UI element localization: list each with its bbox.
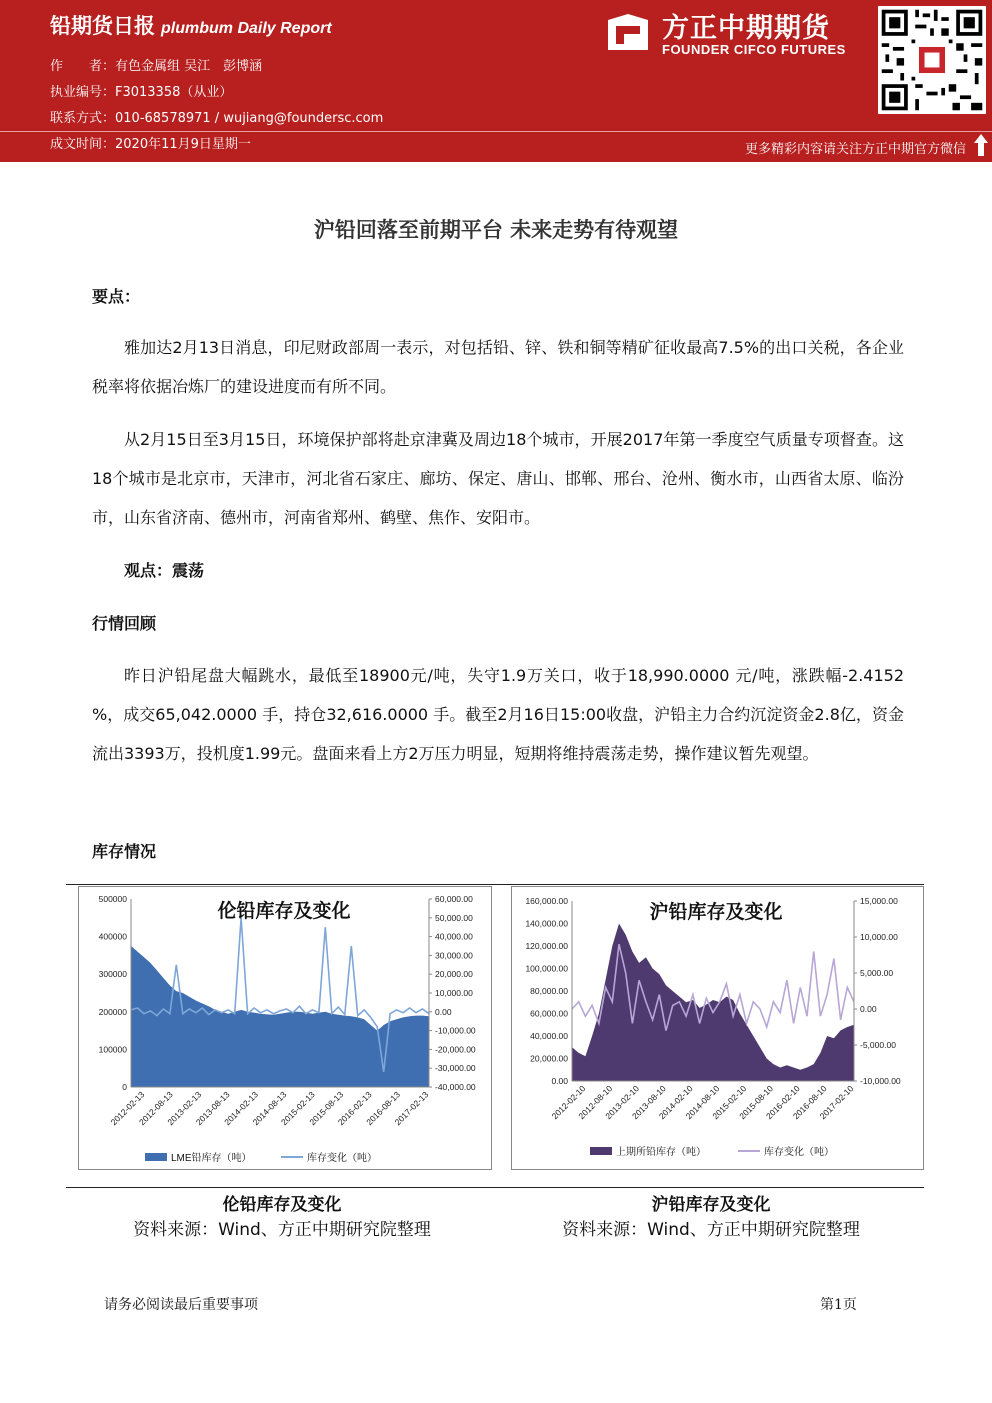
y-left-tick-label: 40,000.00 — [530, 1031, 568, 1041]
chart2-source: 资料来源：Wind、方正中期研究院整理 — [562, 1220, 860, 1240]
y-right-tick-label: 5,000.00 — [860, 968, 894, 978]
caption-top-rule — [66, 1187, 924, 1188]
y-left-tick-label: 0.00 — [551, 1076, 568, 1086]
logo-mark-icon — [604, 10, 652, 58]
y-left-tick-label: 120,000.00 — [525, 941, 568, 951]
report-header — [0, 0, 992, 162]
page-number: 第1页 — [820, 1297, 857, 1313]
y-right-tick-label: 10,000.00 — [860, 932, 898, 942]
inventory-heading: 库存情况 — [92, 842, 157, 861]
x-tick-label: 2012-08-10 — [576, 1083, 615, 1122]
y-left-tick-label: 160,000.00 — [525, 896, 568, 906]
lme-inventory-chart — [79, 887, 491, 1169]
x-tick-label: 2014-08-13 — [250, 1089, 289, 1128]
logo-en-text: FOUNDER CIFCO FUTURES — [662, 42, 846, 57]
y-left-tick-label: 140,000.00 — [525, 918, 568, 929]
y-left-tick-label: 500000 — [98, 894, 127, 904]
article-title: 沪铅回落至前期平台 未来走势有待观望 — [313, 218, 679, 242]
chart1-caption — [66, 1190, 498, 1240]
x-tick-label: 2013-02-10 — [603, 1083, 642, 1122]
follow-wechat-text: 更多精彩内容请关注方正中期官方微信 — [744, 142, 966, 157]
header-divider — [0, 131, 992, 132]
x-tick-label: 2015-08-10 — [737, 1083, 776, 1122]
x-tick-label: 2013-02-13 — [165, 1089, 204, 1128]
y-right-tick-label: 20,000.00 — [435, 969, 473, 980]
author-line: 作 者：有色金属组 吴江 彭博涵 — [50, 59, 263, 74]
y-left-tick-label: 20,000.00 — [530, 1053, 568, 1064]
legend-label-line: 库存变化（吨） — [307, 1153, 377, 1164]
x-tick-label: 2016-08-10 — [790, 1083, 829, 1122]
x-tick-label: 2012-02-13 — [108, 1089, 147, 1128]
legend-swatch-area — [145, 1153, 167, 1161]
lme-chart-frame — [78, 886, 492, 1170]
x-tick-label: 2016-02-10 — [763, 1083, 802, 1122]
series-area-上期所铅库存（吨） — [572, 924, 854, 1082]
report-title — [50, 10, 332, 40]
chart2-caption-title: 沪铅库存及变化 — [651, 1195, 771, 1215]
y-left-tick-label: 300000 — [98, 969, 127, 980]
paragraph-2: 从2月15日至3月15日，环境保护部将赴京津冀及周边18个城市，开展2017年第一季度空气质量专项督查。这18个城市是北京市，天津市，河北省石家庄、廊坊、保定、唐山、邯郸、邢台、沧州、衡水市，山西省太原、临汾市，山东省济南、德州市，河南省郑州、鹤壁、焦作、安阳市。 — [92, 430, 904, 527]
arrow-up-icon — [974, 134, 988, 156]
y-right-tick-label: 50,000.00 — [435, 912, 473, 923]
y-right-tick-label: -5,000.00 — [860, 1040, 896, 1050]
legend-label-area: 上期所铅库存（吨） — [616, 1147, 706, 1158]
paragraph-1: 雅加达2月13日消息，印尼财政部周一表示，对包括铅、锌、铁和铜等精矿征收最高7.5%的出口关税，各企业税率将依据冶炼厂的建设进度而有所不同。 — [92, 338, 904, 396]
y-left-tick-label: 80,000.00 — [530, 986, 568, 996]
y-left-tick-label: 200000 — [98, 1006, 127, 1017]
y-left-tick-label: 400000 — [98, 931, 127, 942]
y-right-tick-label: 15,000.00 — [860, 896, 898, 906]
x-tick-label: 2015-02-10 — [710, 1083, 749, 1122]
logo-cn-text: 方正中期期货 — [662, 13, 830, 44]
x-tick-label: 2015-08-13 — [307, 1089, 346, 1128]
paragraph-3: 昨日沪铅尾盘大幅跳水，最低至18900元/吨，失守1.9万关口，收于18,990.0000 元/吨，涨跌幅-2.4152 %，成交65,042.0000 手，持仓32,616.0000 手。截至2月16日15:00收盘，沪铅主力合约沉淀资金2.8亿，资金流出3393万，投机度1.99元。盘面来看上方2万压力明显，短期将维持震荡走势，操作建议暂先观望。 — [92, 666, 904, 763]
x-tick-label: 2014-02-13 — [222, 1089, 261, 1128]
contact-line: 联系方式：010-68578971 / wujiang@foundersc.com — [50, 111, 384, 126]
y-right-tick-label: 0.00 — [860, 1004, 877, 1014]
table-top-rule — [66, 884, 924, 885]
chart1-source: 资料来源：Wind、方正中期研究院整理 — [133, 1220, 431, 1240]
y-right-tick-label: -20,000.00 — [435, 1044, 476, 1055]
y-left-tick-label: 60,000.00 — [530, 1008, 568, 1019]
company-logo — [604, 6, 864, 62]
chart1-caption-title: 伦铅库存及变化 — [222, 1195, 342, 1215]
report-title-cn: 铅期货日报 — [50, 14, 155, 38]
x-tick-label: 2016-08-13 — [364, 1089, 403, 1128]
x-tick-label: 2012-08-13 — [136, 1089, 175, 1128]
y-right-tick-label: -30,000.00 — [435, 1063, 476, 1074]
chart-title: 伦铅库存及变化 — [217, 901, 351, 922]
legend-swatch-area — [590, 1147, 612, 1155]
x-tick-label: 2017-02-10 — [817, 1083, 856, 1122]
y-left-tick-label: 100000 — [98, 1044, 127, 1055]
report-title-en: plumbum Daily Report — [161, 20, 332, 37]
keypoints-heading: 要点： — [92, 287, 141, 306]
x-tick-label: 2014-08-10 — [683, 1083, 722, 1122]
y-left-tick-label: 0 — [122, 1082, 127, 1092]
date-line: 成文时间：2020年11月9日星期一 — [50, 137, 251, 152]
x-tick-label: 2015-02-13 — [278, 1089, 317, 1128]
x-tick-label: 2013-08-10 — [629, 1083, 668, 1122]
y-right-tick-label: -10,000.00 — [435, 1025, 476, 1036]
shfe-chart-frame — [511, 886, 924, 1170]
license-line: 执业编号：F3013358（从业） — [50, 85, 233, 100]
x-tick-label: 2014-02-10 — [656, 1083, 695, 1122]
chart-title: 沪铅库存及变化 — [649, 902, 783, 923]
market-review-heading: 行情回顾 — [92, 614, 157, 633]
y-right-tick-label: 40,000.00 — [435, 931, 473, 942]
legend-label-line: 库存变化（吨） — [764, 1147, 834, 1158]
chart2-caption — [498, 1190, 924, 1240]
x-tick-label: 2016-02-13 — [335, 1089, 374, 1128]
footer-notice: 请务必阅读最后重要事项 — [104, 1297, 258, 1313]
y-right-tick-label: 30,000.00 — [435, 950, 473, 961]
y-right-tick-label: -40,000.00 — [435, 1082, 476, 1092]
viewpoint-text: 观点：震荡 — [124, 561, 205, 580]
legend-label-area: LME铅库存（吨） — [171, 1153, 252, 1164]
y-right-tick-label: 0.00 — [435, 1006, 452, 1017]
shfe-inventory-chart — [512, 887, 923, 1169]
x-tick-label: 2012-02-10 — [549, 1083, 588, 1122]
y-right-tick-label: 60,000.00 — [435, 894, 473, 904]
qr-code-icon[interactable] — [878, 6, 986, 114]
y-right-tick-label: -10,000.00 — [860, 1076, 901, 1086]
x-tick-label: 2017-02-13 — [392, 1089, 431, 1128]
y-left-tick-label: 100,000.00 — [525, 963, 568, 974]
y-right-tick-label: 10,000.00 — [435, 988, 473, 998]
x-tick-label: 2013-08-13 — [193, 1089, 232, 1128]
